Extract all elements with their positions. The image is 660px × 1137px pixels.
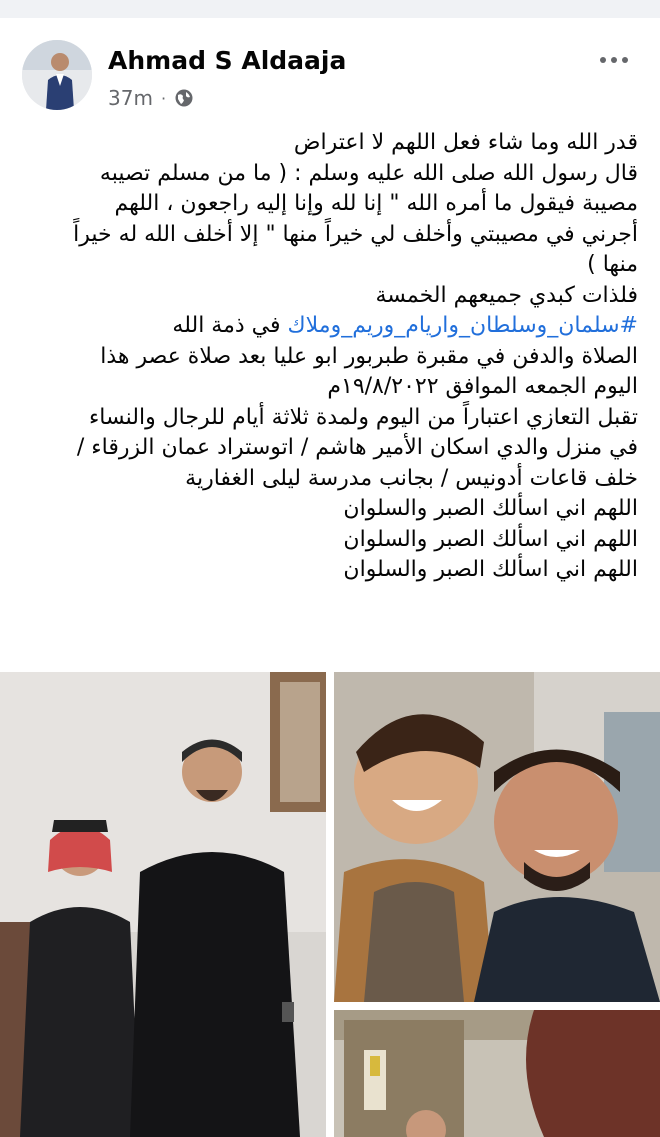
post-line: الصلاة والدفن في مقبرة طبربور ابو عليا بعد صلاة عصر هذا (100, 343, 638, 369)
top-strip (0, 0, 660, 18)
post-line: منها ) (587, 252, 638, 277)
post-line: مصيبة فيقول ما أمره الله " إنا لله وإنا إليه راجعون ، اللهم (114, 191, 638, 216)
post-line: أجرني في مصيبتي وأخلف لي خيراً منها " إلا أخلف الله له خيراً (73, 221, 638, 247)
photo-right-bottom[interactable] (334, 1010, 660, 1137)
post-body (20, 128, 638, 586)
photo-grid (0, 668, 660, 1137)
post-line: فلذات كبدي جميعهم الخمسة (375, 282, 638, 308)
hashtag-line (20, 311, 638, 342)
hashtag-link[interactable]: #سلمان_وسلطان_واريام_وريم_وملاك (287, 313, 638, 338)
post-line: اليوم الجمعه الموافق ١٩/٨/٢٠٢٢م (327, 374, 638, 399)
post-line: اللهم اني اسألك الصبر والسلوان (343, 526, 638, 552)
photo-right-top[interactable] (334, 672, 660, 1002)
post-meta (108, 86, 194, 110)
post-line: قال رسول الله صلى الله عليه وسلم : ( ما من مسلم تصيبه (99, 160, 638, 186)
post-line: اللهم اني اسألك الصبر والسلوان (343, 557, 638, 582)
photo-left[interactable] (0, 672, 326, 1137)
more-options-icon[interactable] (594, 48, 634, 72)
post-line: في منزل والدي اسكان الأمير هاشم / اتوستراد عمان الزرقاء / (76, 435, 638, 460)
meta-separator: · (160, 88, 167, 108)
post-line: اللهم اني اسألك الصبر والسلوان (343, 496, 638, 521)
avatar[interactable] (22, 40, 92, 110)
post-header (0, 18, 660, 118)
post-line: قدر الله وما شاء فعل اللهم لا اعتراض (293, 130, 638, 155)
post-time[interactable]: 37m (108, 86, 153, 110)
author-name[interactable]: Ahmad S Aldaaja (108, 46, 347, 75)
avatar-image (22, 40, 92, 110)
globe-icon[interactable] (174, 88, 194, 108)
hashtag-suffix: في ذمة الله (172, 313, 288, 338)
post-line: تقبل التعازي اعتباراً من اليوم ولمدة ثلاثة أيام للرجال والنساء (88, 404, 638, 430)
post-line: خلف قاعات أدونيس / بجانب مدرسة ليلى الغفارية (185, 465, 638, 491)
